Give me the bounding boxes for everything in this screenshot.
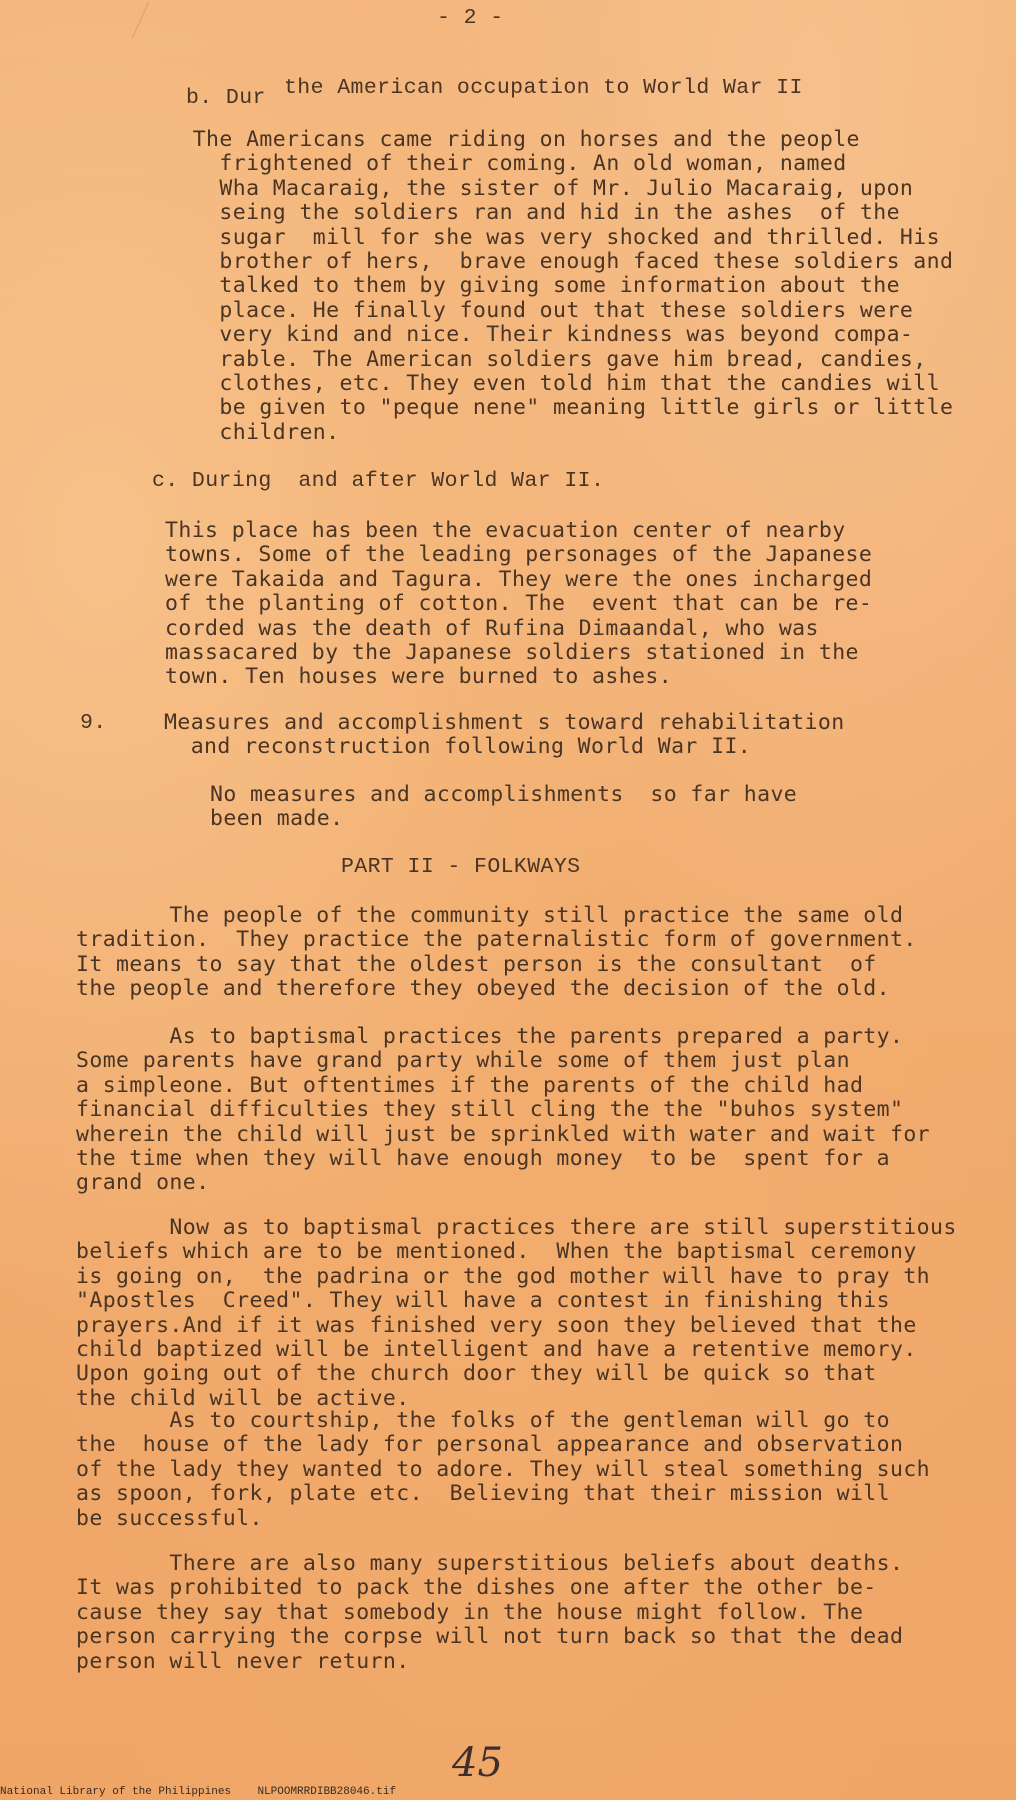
item-b-heading: the American occupation to World War II — [284, 76, 803, 100]
paragraph-baptismal-superstitions: Now as to baptismal practices there are still superstitious beliefs which are to be mentioned. When the baptismal ceremony is going on, the padrina or the god mother will have to pray th "Apostles Creed". They will have a contest in finishing this prayers.And if it was finished very soon they believed that the child baptized will be intelligent and have a retentive memory. Upon going out of the church door they will be quick so that the child will be active. — [76, 1215, 957, 1411]
item-c-heading: c. During and after World War II. — [152, 469, 605, 493]
archive-footer: National Library of the Philippines NLPOOMRRDIBB28046.tif — [0, 1786, 397, 1798]
paragraph-tradition: The people of the community still practice the same old tradition. They practice the paternalistic form of government. It means to say that the oldest person is the consultant of the people and therefore they obeyed the decision of the old. — [76, 903, 917, 1002]
item-9-paragraph: No measures and accomplishments so far have been made. — [210, 782, 798, 832]
item-b-letter: b. Dur — [186, 86, 266, 110]
paragraph-baptismal-practices: As to baptismal practices the parents prepared a party. Some parents have grand party while some of them just plan a simpleone. But oftentimes if the parents of the child had financial difficulties they still cling the the "buhos system" wherein the child will just be sprinkled with water and wait for the time when they will have enough money to be spent for a grand one. — [76, 1024, 931, 1196]
item-b-paragraph: The Americans came riding on horses and the people frightened of their coming. An old woman, named Wha Macaraig, the sister of Mr. Julio Macaraig, upon seing the soldiers ran and hid in the ashes of the sugar mill for she was very shocked and thrilled. His brother of hers, brave enough faced these soldiers and talked to them by giving some information about the place. He finally found out that these soldiers were very kind and nice. Their kindness was beyond compa- rable. The American soldiers gave him bread, candies, clothes, etc. They even told him that the candies will be given to "peque nene" meaning little girls or little children. — [192, 127, 954, 445]
item-9-heading: Measures and accomplishment s toward rehabilitation and reconstruction following World War II. — [164, 710, 845, 760]
part-heading: PART II - FOLKWAYS — [341, 855, 581, 879]
item-c-paragraph: This place has been the evacuation center of nearby towns. Some of the leading personages of the Japanese were Takaida and Tagura. They were the ones incharged of the planting of cotton. The event that can be re- corded was the death of Rufina Dimaandal, who was massacared by the Japanese soldiers stationed in the town. Ten houses were burned to ashes. — [165, 518, 873, 690]
paragraph-death-beliefs: There are also many superstitious beliefs about deaths. It was prohibited to pack the dishes one after the other be- cause they say that somebody in the house might follow. The person carrying the corpse will not turn back so that the dead person will never return. — [76, 1551, 904, 1674]
paper-crease — [132, 2, 150, 39]
page-number: - 2 - — [437, 6, 504, 30]
handwritten-page-number: 45 — [452, 1740, 503, 1786]
item-9-number: 9. — [80, 711, 107, 735]
paragraph-courtship: As to courtship, the folks of the gentleman will go to the house of the lady for personal appearance and observation of the lady they wanted to adore. They will steal something such as spoon, fork, plate etc. Believing that their mission will be successful. — [76, 1408, 931, 1531]
